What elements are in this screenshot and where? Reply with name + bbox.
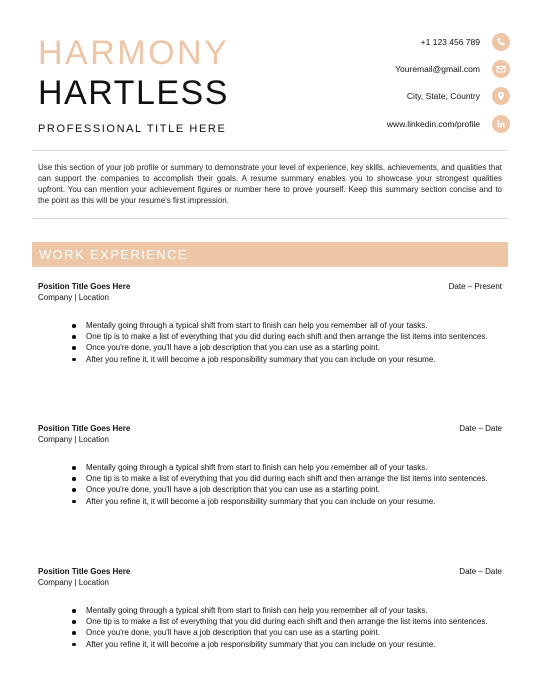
responsibility-list bbox=[86, 320, 502, 365]
position-title: Position Title Goes Here bbox=[38, 424, 131, 433]
date-range: Date – Date bbox=[459, 424, 502, 433]
header-divider bbox=[32, 150, 508, 151]
list-item: One tip is to make a list of everything that you did during each shift and then arrange the list items into sentences. bbox=[86, 616, 502, 627]
summary-divider bbox=[32, 218, 508, 219]
contact-linkedin bbox=[250, 114, 510, 134]
list-item: Once you're done, you'll have a job description that you can use as a starting point. bbox=[86, 627, 502, 638]
email-text: Youremail@gmail.com bbox=[395, 64, 480, 74]
list-item: One tip is to make a list of everything that you did during each shift and then arrange the list items into sentences. bbox=[86, 473, 502, 484]
list-item: After you refine it, it will become a job responsibility summary that you can include on your resume. bbox=[86, 354, 502, 365]
list-item: After you refine it, it will become a job responsibility summary that you can include on your resume. bbox=[86, 496, 502, 507]
list-item: Mentally going through a typical shift from start to finish can help you remember all of your tasks. bbox=[86, 605, 502, 616]
date-range: Date – Date bbox=[459, 567, 502, 576]
first-name: HARMONY bbox=[38, 34, 230, 72]
work-experience-header bbox=[32, 242, 508, 267]
list-item: Mentally going through a typical shift from start to finish can help you remember all of your tasks. bbox=[86, 320, 502, 331]
last-name: HARTLESS bbox=[38, 74, 229, 112]
company-location: Company | Location bbox=[38, 435, 110, 444]
list-item: One tip is to make a list of everything that you did during each shift and then arrange the list items into sentences. bbox=[86, 331, 502, 342]
location-pin-icon bbox=[492, 87, 510, 105]
company-location: Company | Location bbox=[38, 293, 110, 302]
email-icon bbox=[492, 60, 510, 78]
location-text: City, State, Country bbox=[406, 91, 480, 101]
linkedin-icon bbox=[492, 115, 510, 133]
date-range: Date – Present bbox=[448, 282, 502, 291]
responsibility-list bbox=[86, 462, 502, 507]
responsibility-list bbox=[86, 605, 502, 650]
list-item: Once you're done, you'll have a job description that you can use as a starting point. bbox=[86, 342, 502, 353]
list-item: Mentally going through a typical shift from start to finish can help you remember all of your tasks. bbox=[86, 462, 502, 473]
position-title: Position Title Goes Here bbox=[38, 567, 131, 576]
phone-text: +1 123 456 789 bbox=[420, 37, 480, 47]
position-title: Position Title Goes Here bbox=[38, 282, 131, 291]
contact-location bbox=[250, 86, 510, 106]
list-item: Once you're done, you'll have a job description that you can use as a starting point. bbox=[86, 484, 502, 495]
profile-summary: Use this section of your job profile or summary to demonstrate your level of experience, key skills, achievements, and qualities that can support the companies to accomplish their goals. A resume summary enables you to showcase your strongest qualities upfront. You can mention your achievement figures or number here to prove yourself. Keep this summary section concise and to the point as this will be your resume's first impression. bbox=[38, 163, 502, 205]
list-item: After you refine it, it will become a job responsibility summary that you can include on your resume. bbox=[86, 639, 502, 650]
contact-phone bbox=[250, 32, 510, 52]
section-heading: WORK EXPERIENCE bbox=[39, 247, 188, 262]
phone-icon bbox=[492, 33, 510, 51]
linkedin-text: www.linkedin.com/profile bbox=[386, 119, 480, 129]
contact-email bbox=[250, 59, 510, 79]
professional-title: PROFESSIONAL TITLE HERE bbox=[38, 123, 227, 135]
company-location: Company | Location bbox=[38, 578, 110, 587]
